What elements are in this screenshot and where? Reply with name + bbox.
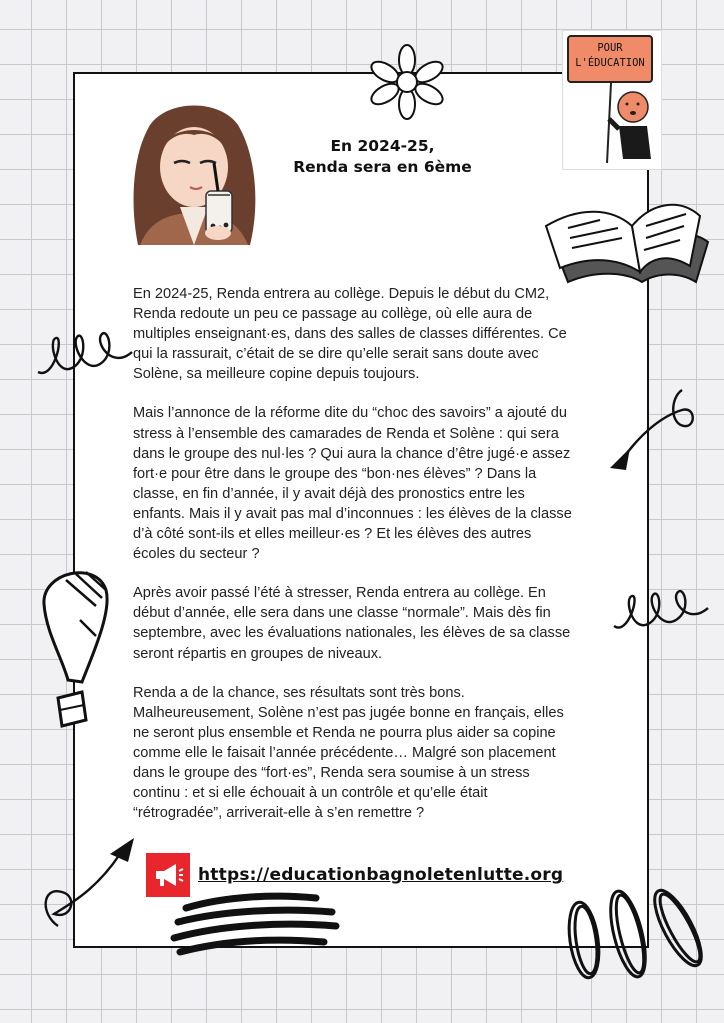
page-title: [275, 136, 490, 178]
girl-with-drink-illustration: [110, 95, 278, 247]
protester-icon: [563, 31, 661, 169]
loop-scribble-right: [610, 578, 714, 640]
arrow-doodle-bottom-left: [36, 830, 142, 934]
arrow-doodle-right: [600, 384, 700, 480]
exclamation-doodle-icon: [36, 560, 116, 736]
website-link[interactable]: https://educationbagnoletenlutte.org: [198, 865, 564, 885]
open-book-icon: [540, 186, 712, 288]
paragraph-1: En 2024-25, Renda entrera au collège. Depuis le début du CM2, Renda redoute un peu ce passage au collège, où elle aura de multiples enseignant·es, dans des salles de classes différentes. Ce qui la rassurait, c’était de se dire qu’elle serait sans doute avec Solène, sa meilleure copine depuis toujours.: [133, 286, 567, 383]
black-scribble: [166, 888, 346, 964]
ellipse-scribble: [560, 878, 720, 988]
title-line-2: Renda sera en 6ème: [293, 158, 472, 176]
loop-scribble-left: [34, 316, 138, 384]
paragraph-2: Mais l’annonce de la réforme dite du “choc des savoirs” a ajouté du stress à l’ensemble des camarades de Renda et Solène : qui sera dans le groupe des nul·les ? Qui aura la chance d’être jugé·e assez fort·e pour être dans le groupe des “bon·nes élèves” ? Dans la classe, en fin d’année, il y avait déjà des pronostics entre les enfants. Mais il y avait pas mal d’inconnues : les élèves de la classe d’à côté sont-ils et elles meilleur·es ? Et les élèves des autres écoles du secteur ?: [133, 405, 572, 563]
flower-doodle-icon: [365, 44, 449, 120]
title-line-1: En 2024-25,: [330, 137, 435, 155]
sign-line-1: POUR: [597, 42, 623, 54]
paragraph-4: Renda a de la chance, ses résultats sont très bons. Malheureusement, Solène n’est pas jugée bonne en français, elles ne seront plus ensemble et Renda ne pourra plus aider sa copine comme elle le faisait l’année précédente… Malgré son placement dans le groupe des “fort·es”, Renda sera soumise à un stress continu : et si elle échouait à un contrôle et qu’elle était “rétrogradée”, arriverait-elle à s’en remettre ?: [133, 684, 564, 822]
sign-line-2: L'ÉDUCATION: [575, 57, 645, 69]
pour-education-sign-illustration: [563, 31, 661, 169]
article-body: [133, 284, 573, 842]
paragraph-3: Après avoir passé l’été à stresser, Renda entrera au collège. En début d’année, elle sera dans une classe “normale”. Mais dès fin septembre, avec les évaluations nationales, les élèves de sa classe seront répartis en groupes de niveaux.: [133, 585, 571, 662]
